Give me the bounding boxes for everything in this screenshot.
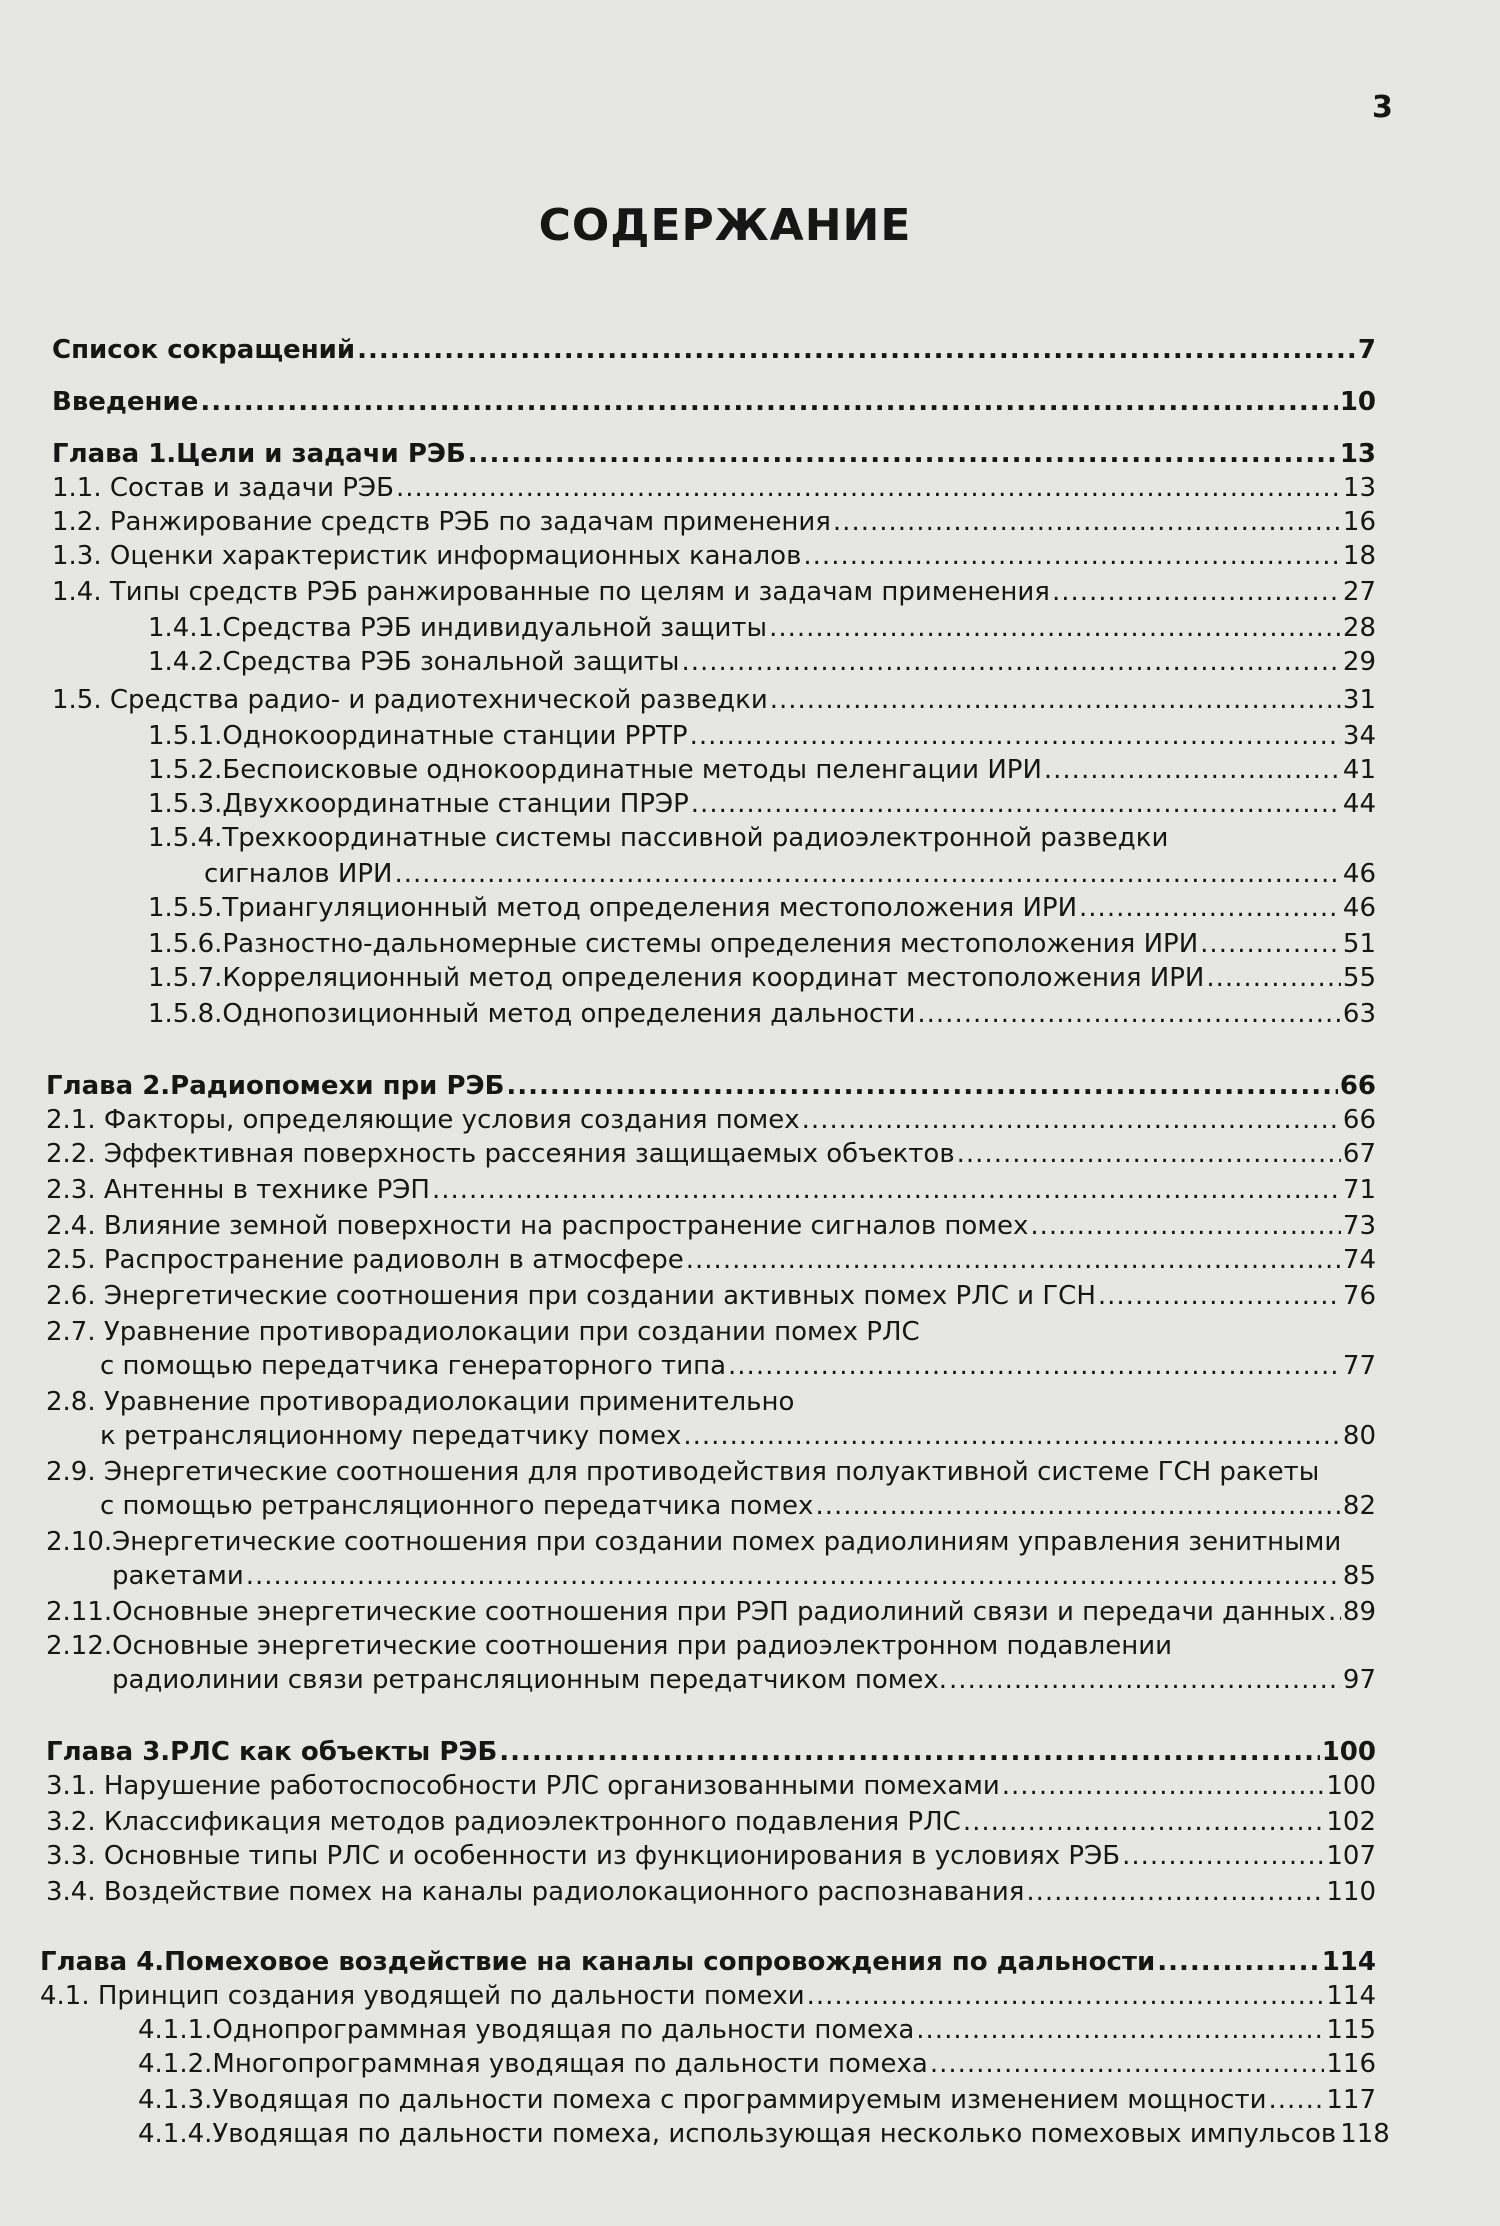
toc-entry-label: 1.5.8.Однопозиционный метод определения дальности (148, 999, 916, 1029)
toc-entry-label: 2.3. Антенны в технике РЭП (46, 1175, 430, 1205)
leader-dots (1157, 1946, 1320, 1978)
leader-dots (1328, 1596, 1341, 1628)
leader-dots (468, 438, 1338, 470)
toc-entry (112, 1664, 1376, 1696)
leader-dots (916, 2014, 1324, 2046)
toc-entry-page: 73 (1342, 1211, 1376, 1241)
leader-dots (1200, 928, 1341, 960)
toc-entry-label: 4.1.3.Уводящая по дальности помеха с программируемым изменением мощности (138, 2085, 1267, 2115)
toc-entry-label: 1.4.2.Средства РЭБ зональной защиты (148, 647, 680, 677)
leader-dots (833, 506, 1341, 538)
toc-entry-page: 13 (1339, 439, 1376, 469)
toc-entry-page: 44 (1342, 789, 1376, 819)
toc-entry-page: 114 (1321, 1947, 1376, 1977)
leader-dots (957, 1138, 1341, 1170)
toc-entry (46, 1104, 1376, 1136)
toc-entry (52, 576, 1376, 608)
toc-entry-label: 2.1. Факторы, определяющие условия создания помех (46, 1105, 800, 1135)
toc-entry (46, 1806, 1376, 1838)
toc-entry-page: 66 (1342, 1105, 1376, 1135)
toc-entry-label: 1.3. Оценки характеристик информационных каналов (52, 541, 802, 571)
toc-entry (46, 1770, 1376, 1802)
toc-entry-page: 76 (1342, 1281, 1376, 1311)
leader-dots (681, 646, 1340, 678)
toc-entry-label: 3.4. Воздействие помех на каналы радиолокационного распознавания (46, 1877, 1025, 1907)
toc-entry-label: 1.4. Типы средств РЭБ ранжированные по целям и задачам применения (52, 577, 1050, 607)
toc-entry-label: Глава 2.Радиопомехи при РЭБ (46, 1071, 505, 1101)
toc-entry-label: 1.5.5.Триангуляционный метод определения местоположения ИРИ (148, 893, 1078, 923)
toc-entry-label: 1.1. Состав и задачи РЭБ (52, 473, 394, 503)
leader-dots (807, 1980, 1325, 2012)
toc-entry (100, 1490, 1376, 1522)
toc-entry-label: 2.10.Энергетические соотношения при создании помех радиолиниям управления зенитными (46, 1527, 1342, 1557)
leader-dots (506, 1070, 1337, 1102)
leader-dots (394, 858, 1340, 890)
toc-entry (52, 684, 1376, 716)
leader-dots (930, 2048, 1325, 2080)
toc-entry-page: 107 (1326, 1841, 1376, 1871)
toc-entry-page: 85 (1342, 1561, 1376, 1591)
toc-entry-page: 67 (1342, 1139, 1376, 1169)
toc-entry-label: 2.11.Основные энергетические соотношения при РЭП радиолиний связи и передачи данных (46, 1597, 1326, 1627)
toc-entry-page: 82 (1342, 1491, 1376, 1521)
toc-entry (46, 1174, 1376, 1206)
leader-dots (803, 540, 1341, 572)
toc-entry-label: 1.5.4.Трехкоординатные системы пассивной радиоэлектронной разведки (148, 823, 1169, 853)
toc-entry (40, 1980, 1376, 2012)
toc-entry-label: 1.2. Ранжирование средств РЭБ по задачам применения (52, 507, 831, 537)
leader-dots (1030, 1210, 1341, 1242)
leader-dots (396, 472, 1341, 504)
leader-dots (769, 612, 1341, 644)
toc-entry-page: 100 (1321, 1737, 1376, 1767)
toc-entry-label: 4.1. Принцип создания уводящей по дальности помехи (40, 1981, 805, 2011)
page-number: 3 (1372, 90, 1393, 125)
toc-entry (46, 1876, 1376, 1908)
toc-entry-page: 116 (1326, 2049, 1376, 2079)
toc-entry-label: Список сокращений (52, 335, 356, 365)
toc-entry-label: 2.6. Энергетические соотношения при создании активных помех РЛС и ГСН (46, 1281, 1096, 1311)
leader-dots (499, 1736, 1319, 1768)
toc-entry-page: 18 (1342, 541, 1376, 571)
toc-entry-page: 71 (1342, 1175, 1376, 1205)
toc-entry (52, 472, 1376, 504)
leader-dots (432, 1174, 1341, 1206)
toc-entry (46, 1210, 1376, 1242)
toc-entry-label: 4.1.2.Многопрограммная уводящая по дальности помеха (138, 2049, 928, 2079)
toc-entry-label: 1.4.1.Средства РЭБ индивидуальной защиты (148, 613, 768, 643)
leader-dots (917, 998, 1341, 1030)
toc-entry-label: 1.5.2.Беспоисковые однокоординатные методы пеленгации ИРИ (148, 755, 1042, 785)
leader-dots (815, 1490, 1340, 1522)
leader-dots (1026, 1876, 1324, 1908)
toc-entry (138, 2118, 1390, 2150)
toc-entry-page: 89 (1342, 1597, 1376, 1627)
toc-entry (46, 1244, 1376, 1276)
leader-dots (1002, 1770, 1325, 1802)
leader-dots (691, 788, 1341, 820)
toc-entry (148, 928, 1376, 960)
toc-entry (148, 998, 1376, 1030)
leader-dots (1079, 892, 1341, 924)
toc-entry-label: 3.2. Классификация методов радиоэлектронного подавления РЛС (46, 1807, 961, 1837)
toc-entry-label: Введение (52, 387, 199, 417)
toc-entry-page: 27 (1342, 577, 1376, 607)
toc-entry (40, 1946, 1376, 1978)
toc-entry-page: 41 (1342, 755, 1376, 785)
toc-entry (46, 1736, 1376, 1768)
leader-dots (690, 720, 1341, 752)
toc-entry (52, 540, 1376, 572)
toc-entry-label: Глава 4.Помеховое воздействие на каналы сопровождения по дальности (40, 1947, 1156, 1977)
toc-entry-label: 2.8. Уравнение противорадиолокации применительно (46, 1387, 795, 1417)
leader-dots (357, 334, 1356, 366)
toc-entry (52, 438, 1376, 470)
toc-entry (46, 1596, 1376, 1628)
toc-entry-page: 110 (1326, 1877, 1376, 1907)
toc-entry (148, 612, 1376, 644)
toc-entry-label: 2.2. Эффективная поверхность рассеяния защищаемых объектов (46, 1139, 955, 1169)
toc-entry-label: 1.5.7.Корреляционный метод определения координат местоположения ИРИ (148, 963, 1205, 993)
toc-entry (138, 2084, 1376, 2116)
toc-entry-label: с помощью передатчика генераторного типа (100, 1351, 727, 1381)
toc-entry-page: 34 (1342, 721, 1376, 751)
toc-entry (52, 506, 1376, 538)
toc-entry-label: 1.5.3.Двухкоординатные станции ПРЭР (148, 789, 689, 819)
leader-dots (1269, 2084, 1325, 2116)
toc-entry-page: 46 (1342, 893, 1376, 923)
toc-entry-label: 2.12.Основные энергетические соотношения при радиоэлектронном подавлении (46, 1631, 1173, 1661)
toc-entry-page: 100 (1326, 1771, 1376, 1801)
leader-dots (802, 1104, 1341, 1136)
toc-entry-label: ракетами (112, 1561, 244, 1591)
toc-entry-label: радиолинии связи ретрансляционным передатчиком помех. (112, 1665, 948, 1695)
toc-entry-label: 1.5.6.Разностно-дальномерные системы определения местоположения ИРИ (148, 929, 1199, 959)
toc-entry-label: 4.1.4.Уводящая по дальности помеха, использующая несколько помеховых импульсов (138, 2119, 1337, 2149)
toc-entry (46, 1070, 1376, 1102)
toc-entry-label: 3.3. Основные типы РЛС и особенности из функционирования в условиях РЭБ (46, 1841, 1121, 1871)
leader-dots (770, 684, 1341, 716)
toc-entry-label: 2.4. Влияние земной поверхности на распространение сигналов помех (46, 1211, 1029, 1241)
toc-entry (138, 2048, 1376, 2080)
leader-dots (1044, 754, 1341, 786)
toc-entry-label: сигналов ИРИ (204, 859, 393, 889)
leader-dots (963, 1806, 1325, 1838)
leader-dots (728, 1350, 1341, 1382)
toc-entry (100, 1420, 1376, 1452)
toc-entry-page: 55 (1342, 963, 1376, 993)
toc-entry-page: 16 (1342, 507, 1376, 537)
leader-dots (246, 1560, 1341, 1592)
toc-entry-page: 51 (1342, 929, 1376, 959)
toc-entry-label: 1.5. Средства радио- и радиотехнической разведки (52, 685, 768, 715)
toc-entry-page: 66 (1339, 1071, 1376, 1101)
toc-entry (100, 1350, 1376, 1382)
toc-entry-label: Глава 3.РЛС как объекты РЭБ (46, 1737, 498, 1767)
toc-entry-page: 102 (1326, 1807, 1376, 1837)
toc-entry (148, 646, 1376, 678)
toc-entry-page: 80 (1342, 1421, 1376, 1451)
leader-dots (1052, 576, 1341, 608)
leader-dots (1122, 1840, 1324, 1872)
toc-entry-page: 10 (1339, 387, 1376, 417)
toc-entry-page: 63 (1342, 999, 1376, 1029)
toc-entry-page: 118 (1340, 2119, 1390, 2149)
toc-entry-page: 13 (1342, 473, 1376, 503)
toc-entry (52, 334, 1376, 366)
toc-entry-label: 4.1.1.Однопрограммная уводящая по дальности помеха (138, 2015, 915, 2045)
toc-entry (148, 962, 1376, 994)
toc-entry-label: Глава 1.Цели и задачи РЭБ (52, 439, 466, 469)
toc-entry (112, 1560, 1376, 1592)
toc-entry-page: 117 (1326, 2085, 1376, 2115)
page-title: СОДЕРЖАНИЕ (538, 200, 912, 251)
toc-entry-page: 29 (1342, 647, 1376, 677)
toc-entry (46, 1138, 1376, 1170)
toc-entry (46, 1280, 1376, 1312)
toc-entry-label: с помощью ретрансляционного передатчика помех (100, 1491, 814, 1521)
toc-entry-page: 46 (1342, 859, 1376, 889)
toc-entry-label: 2.9. Энергетические соотношения для противодействия полуактивной системе ГСН ракеты (46, 1457, 1320, 1487)
toc-entry-label: 2.5. Распространение радиоволн в атмосфере (46, 1245, 684, 1275)
toc-entry (138, 2014, 1376, 2046)
toc-entry-label: 1.5.1.Однокоординатные станции РРТР (148, 721, 688, 751)
toc-entry-page: 77 (1342, 1351, 1376, 1381)
toc-entry (46, 1840, 1376, 1872)
leader-dots (1098, 1280, 1341, 1312)
toc-entry (204, 858, 1376, 890)
toc-entry-page: 28 (1342, 613, 1376, 643)
leader-dots (683, 1420, 1341, 1452)
toc-entry-page: 74 (1342, 1245, 1376, 1275)
toc-entry-label: к ретрансляционному передатчику помех (100, 1421, 682, 1451)
toc-entry-page: 97 (1342, 1665, 1376, 1695)
leader-dots (200, 386, 1337, 418)
leader-dots (949, 1664, 1341, 1696)
toc-entry-label: 2.7. Уравнение противорадиолокации при создании помех РЛС (46, 1317, 920, 1347)
toc-entry-page: 7 (1357, 335, 1376, 365)
toc-entry (148, 720, 1376, 752)
toc-entry-page: 115 (1326, 2015, 1376, 2045)
toc-entry-label: 3.1. Нарушение работоспособности РЛС организованными помехами (46, 1771, 1000, 1801)
leader-dots (1206, 962, 1341, 994)
toc-entry (148, 892, 1376, 924)
toc-entry (148, 754, 1376, 786)
toc-entry-page: 114 (1326, 1981, 1376, 2011)
toc-entry (52, 386, 1376, 418)
leader-dots (686, 1244, 1341, 1276)
toc-entry-page: 31 (1342, 685, 1376, 715)
toc-entry (148, 788, 1376, 820)
